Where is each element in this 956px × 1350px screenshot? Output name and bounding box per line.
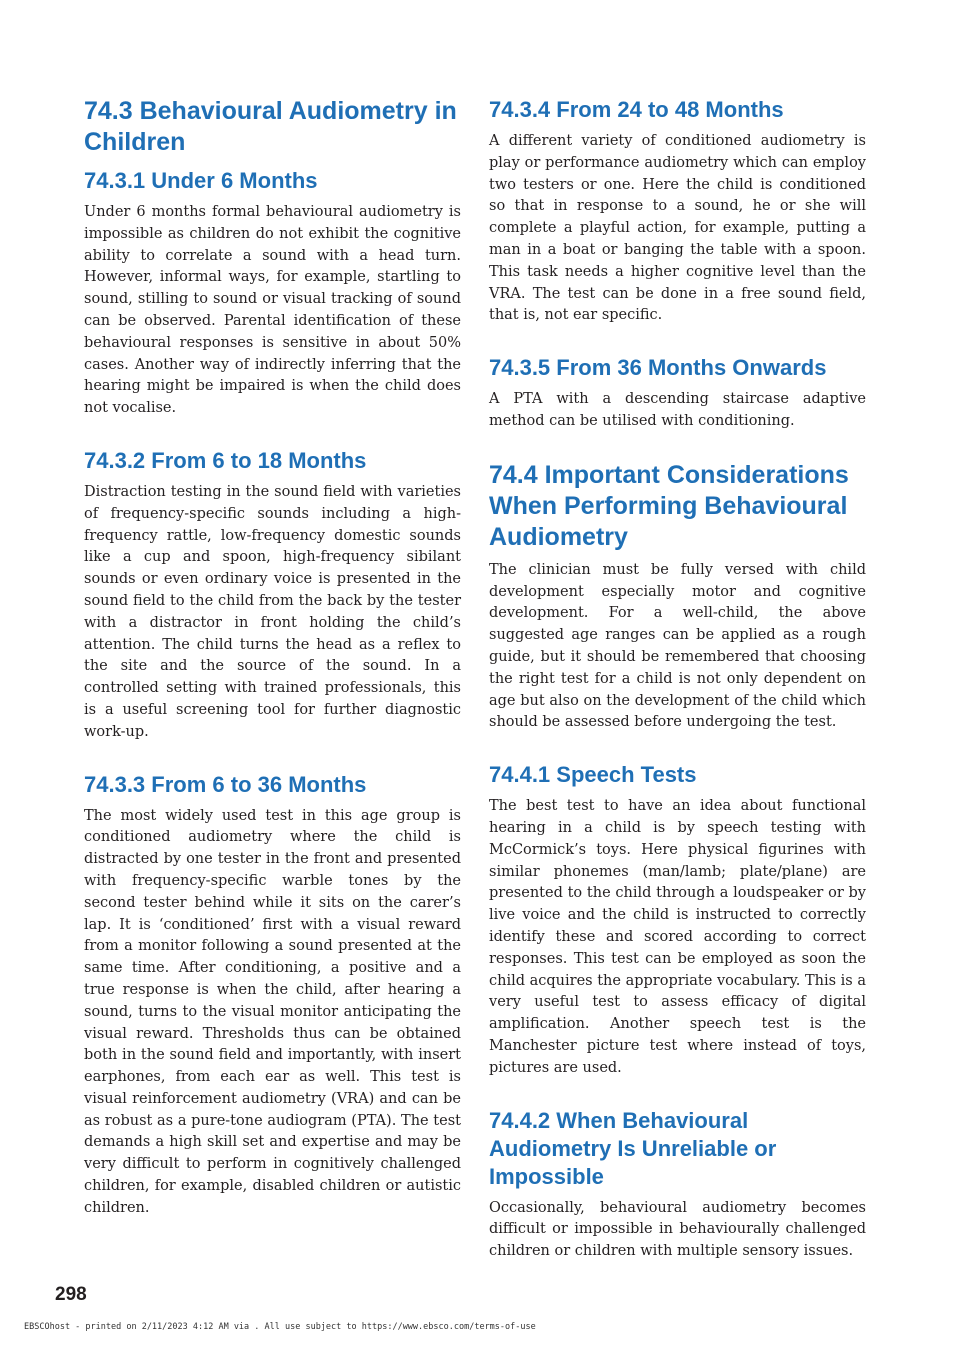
paragraph-under-6-months: Under 6 months formal behavioural audiometry is impossible as children do not exhibit the cognitive ability to correlate a sound with a head turn. However, informal ways, for example, startling to sound, stilling to sound or visual tracking of sound can be observed. Parental identification of these behavioural responses is sensitive in about 50% cases. Another way of indirectly inferring that the hearing might be impaired is when the child does not vocalise. bbox=[84, 204, 461, 417]
page-number: 298 bbox=[55, 1284, 87, 1305]
section-heading-74-4: 74.4 Important Considerations When Performing Behavioural Audiometry bbox=[489, 460, 849, 551]
section-heading-74-3-2: 74.3.2 From 6 to 18 Months bbox=[84, 447, 367, 473]
section-heading-74-3-1: 74.3.1 Under 6 Months bbox=[84, 168, 318, 193]
paragraph-6-to-18-months: Distraction testing in the sound field with varieties of frequency-specific sounds including a high-frequency rattle, low-frequency domestic sounds like a cup and spoon, high-frequency sibilant sounds or even ordinary voice is presented in the sound field to the child from the back by the tester with a distractor in front holding the child’s attention. The child turns the head as a reflex to the site and the source of the sound. In a controlled setting with trained professionals, this is a useful screening tool for further diagnostic work-up. bbox=[84, 483, 461, 740]
footer-note: EBSCOhost - printed on 2/11/2023 4:12 AM via . All use subject to https://www.ebsco.com/terms-of-use bbox=[24, 1322, 536, 1332]
section-heading-74-3-3: 74.3.3 From 6 to 36 Months bbox=[84, 771, 367, 797]
paragraph-speech-tests: The best test to have an idea about functional hearing in a child is by speech testing with McCormick’s toys. Here physical figurines with similar phonemes (man/lamb; plate/plane) are presented to the child through a loudspeaker or by live voice and the child is instructed to correctly identify these and scored according to correct responses. This test can be employed as soon the child acquires the appropriate vocabulary. This is a very useful test to assess efficacy of digital amplification. Another speech test is the Manchester picture test where instead of toys, pictures are used. bbox=[489, 798, 866, 1076]
section-heading-74-3: 74.3 Behavioural Audiometry in Children bbox=[84, 97, 457, 156]
section-heading-74-3-5: 74.3.5 From 36 Months Onwards bbox=[489, 355, 827, 381]
paragraph-6-to-36-months: The most widely used test in this age group is conditioned audiometry where the child is distracted by one tester in the front and presented with frequency-specific warble tones by the second tester behind while it sits on the carer’s lap. It is ‘conditioned’ first with a visual reward from a monitor following a sound presented at the same time. After conditioning, a positive and a true response is when the child, after hearing a sound, turns to the visual monitor anticipating the visual reward. Thresholds thus can be obtained both in the sound field and importantly, with insert earphones, from each ear as well. This test is visual reinforcement audiometry (VRA) and can be as robust as a pure-tone audiogram (PTA). The test demands a high skill set and expertise and may be very difficult to perform in cognitively challenged children, for example, disabled children or autistic children. bbox=[84, 807, 461, 1216]
paragraph-36-months-onwards: A PTA with a descending staircase adaptive method can be utilised with conditioning. bbox=[489, 391, 866, 429]
paragraph-24-to-48-months: A different variety of conditioned audiometry is play or performance audiometry which can employ two testers or one. Here the child is conditioned so that in response to a sound, he or she will complete a playful action, for example, putting a man in a boat or banging the table with a spoon. This task needs a higher cognitive level than the VRA. The test can be done in a free sound field, that is, not ear specific. bbox=[489, 133, 866, 324]
left-column bbox=[84, 96, 461, 1220]
paragraph-important-considerations: The clinician must be fully versed with child development especially motor and cognitive development. For a well-child, the above suggested age ranges can be applied as a rough guide, but it should be remembered that choosing the right test for a child is not only dependent on age but also on the development of the child which should be assessed before undergoing the test. bbox=[489, 561, 866, 731]
right-column bbox=[489, 96, 866, 1263]
section-heading-74-3-4: 74.3.4 From 24 to 48 Months bbox=[489, 97, 784, 122]
paragraph-unreliable-or-impossible: Occasionally, behavioural audiometry becomes difficult or impossible in behaviourally challenged children or children with multiple sensory issues. bbox=[489, 1199, 866, 1260]
section-heading-74-4-1: 74.4.1 Speech Tests bbox=[489, 762, 697, 788]
section-heading-74-4-2: 74.4.2 When Behavioural Audiometry Is Unreliable or Impossible bbox=[489, 1107, 777, 1189]
